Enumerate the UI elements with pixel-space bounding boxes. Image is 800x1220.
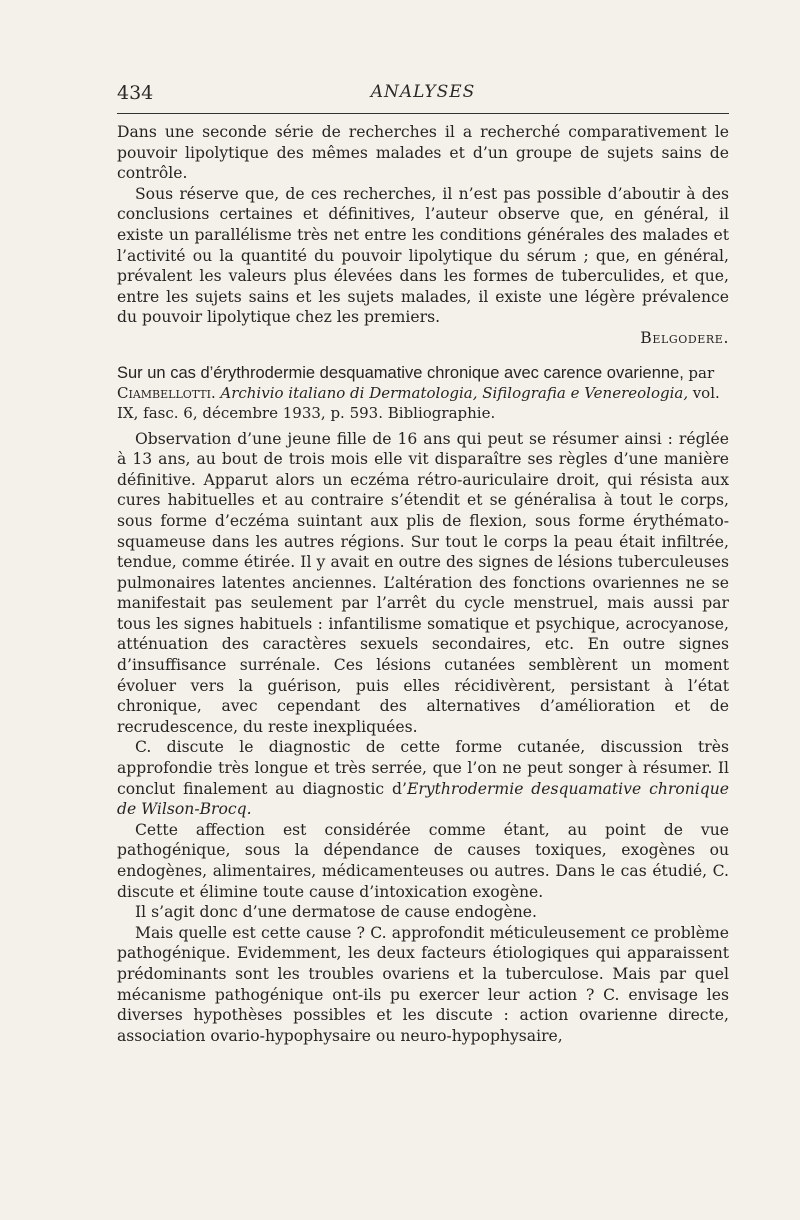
by-word: par — [688, 363, 715, 382]
article-title: Sur un cas d’érythrodermie desquamative chronique avec carence ovarienne, — [117, 363, 684, 382]
journal-reference: vol. IX, fasc. 6, décembre 1933, p. 593. Bibliographie. — [117, 383, 720, 422]
paragraph-diagnosis — [117, 737, 729, 819]
paragraph: Il s’agit donc d’une dermatose de cause endogène. — [135, 903, 537, 922]
page-header — [117, 82, 729, 108]
paragraph: Sous réserve que, de ces recherches, il n’est pas possible d’aboutir à des conclusions certaines et définitives, l’auteur observe que, en général, il existe un parallélisme très net entre les conditions générales des malades et l’activité ou la quantité du pouvoir lipolytique du sérum ; que, en général, prévalent les valeurs plus élevées dans les formes de tuberculides, et que, entre les sujets sains et les sujets malades, il existe une légère prévalence du pouvoir lipolytique chez les premiers. — [117, 184, 729, 327]
running-title: ANALYSES — [370, 82, 476, 102]
paragraph: Mais quelle est cette cause ? C. approfondit méticuleusement ce problème pathogénique. Evidemment, les deux facteurs étiologiques qui apparaissent prédominants sont les troubles ovariens et la tuberculose. Mais par quel mécanisme pathogénique ont-ils pu exercer leur action ? C. envisage les diverses hypothèses possibles et les discute : action ovarienne directe, association ovario-hypophysaire ou neuro-hypophysaire, — [117, 923, 729, 1045]
diagnosis-text: C. discute le diagnostic de cette forme cutanée, discussion très approfondie très longue et très serrée, que l’on ne peut songer à résumer. Il conclut finalement au diagnostic d’ — [117, 738, 729, 798]
paragraph: Dans une seconde série de recherches il a recherché comparativement le pouvoir lipolytique des mêmes malades et d’un groupe de sujets sains de contrôle. — [117, 123, 729, 183]
page-number: 434 — [117, 82, 154, 104]
article-body — [117, 122, 729, 1046]
journal-name: Archivio italiano di Dermatologia, Sifilografia e Venereologia, — [220, 383, 689, 402]
article-heading — [117, 363, 729, 423]
reviewer-signature: Belgodere. — [640, 328, 729, 347]
paragraph: Observation d’une jeune fille de 16 ans qui peut se résumer ainsi : réglée à 13 ans, au bout de trois mois elle vit disparaître ses règles d’une manière définitive. Apparut alors un eczéma rétro-auriculaire droit, qui résista aux cures habituelles et au contraire s’étendit et se généralisa à tout le corps, sous forme d’eczéma suintant aux plis de flexion, sous forme érythémato-squameuse dans les autres régions. Sur tout le corps la peau était infiltrée, tendue, comme étirée. Il y avait en outre des signes de lésions tuberculeuses pulmonaires latentes anciennes. L’altération des fonctions ovariennes ne se manifestait pas seulement par l’arrêt du cycle menstruel, mais aussi par tous les signes habituels : infantilisme somatique et psychique, acrocyanose, atténuation des caractères sexuels secondaires, etc. En outre signes d’insuffisance surrénale. Ces lésions cutanées semblèrent un moment évoluer vers la guérison, puis elles récidivèrent, persistant à l’état chronique, avec cependant des alternatives d’amélioration et de recrudescence, du reste inexpliquées. — [117, 429, 729, 736]
article-author: Ciambellotti. — [117, 383, 216, 402]
diagnosis-term: Erythrodermie desquamative chronique de Wilson-Brocq. — [117, 779, 729, 819]
header-rule — [117, 113, 729, 114]
paragraph: Cette affection est considérée comme étant, au point de vue pathogénique, sous la dépendance de causes toxiques, exogènes ou endogènes, alimentaires, médicamenteuses ou autres. Dans le cas étudié, C. discute et élimine toute cause d’intoxication exogène. — [117, 820, 729, 901]
